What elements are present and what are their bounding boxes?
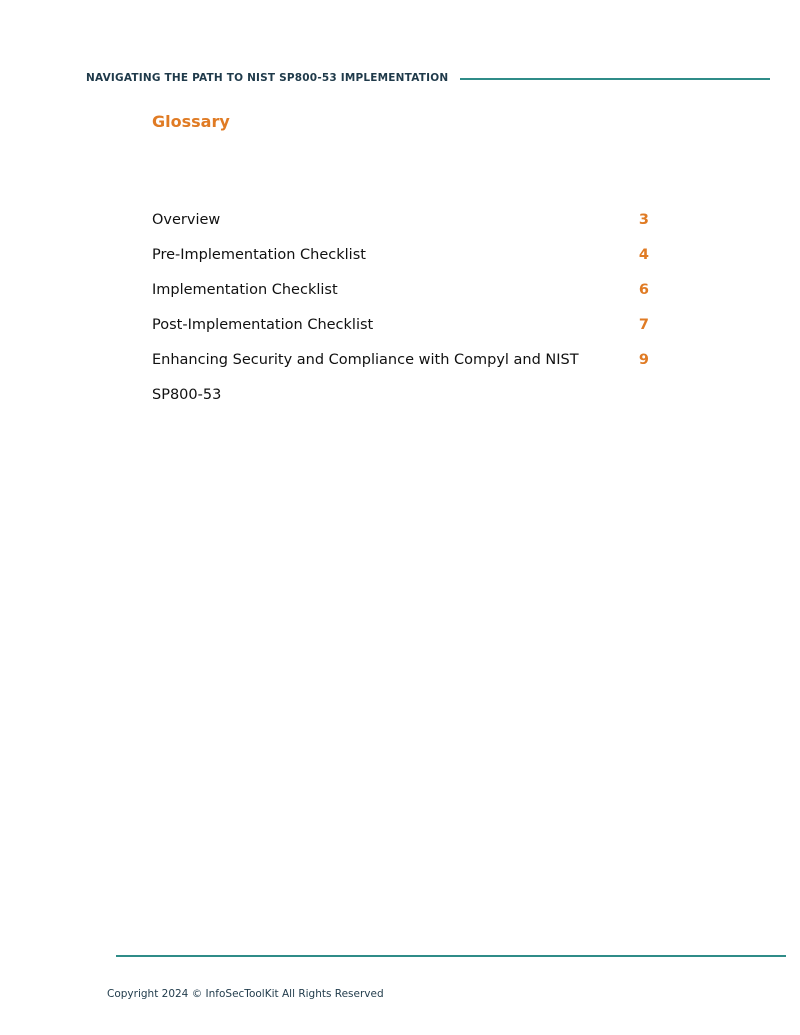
toc-item-page: 6 — [638, 282, 649, 298]
toc-item-enhancing-security[interactable] — [152, 350, 649, 413]
toc-item-label: Overview — [152, 212, 221, 228]
toc-item-pre-implementation[interactable] — [152, 245, 649, 265]
footer-rule — [116, 955, 786, 957]
table-of-contents — [152, 210, 649, 428]
toc-item-label: Pre-Implementation Checklist — [152, 247, 366, 263]
toc-item-overview[interactable] — [152, 210, 649, 230]
glossary-title: Glossary — [152, 112, 230, 131]
toc-item-page: 7 — [638, 317, 649, 333]
toc-item-page: 9 — [638, 352, 649, 368]
header-rule — [460, 78, 770, 80]
toc-item-post-implementation[interactable] — [152, 315, 649, 335]
toc-item-label: Post-Implementation Checklist — [152, 317, 374, 333]
footer-copyright: Copyright 2024 © InfoSecToolKit All Rights Reserved — [107, 988, 384, 1000]
page-header — [86, 72, 770, 84]
toc-item-label: Enhancing Security and Compliance with Compyl and NIST SP800-53 — [152, 352, 579, 403]
toc-item-implementation[interactable] — [152, 280, 649, 300]
toc-item-page: 3 — [638, 212, 649, 228]
header-title: NAVIGATING THE PATH TO NIST SP800-53 IMPLEMENTATION — [86, 72, 449, 84]
toc-item-page: 4 — [638, 247, 649, 263]
toc-item-label: Implementation Checklist — [152, 282, 338, 298]
